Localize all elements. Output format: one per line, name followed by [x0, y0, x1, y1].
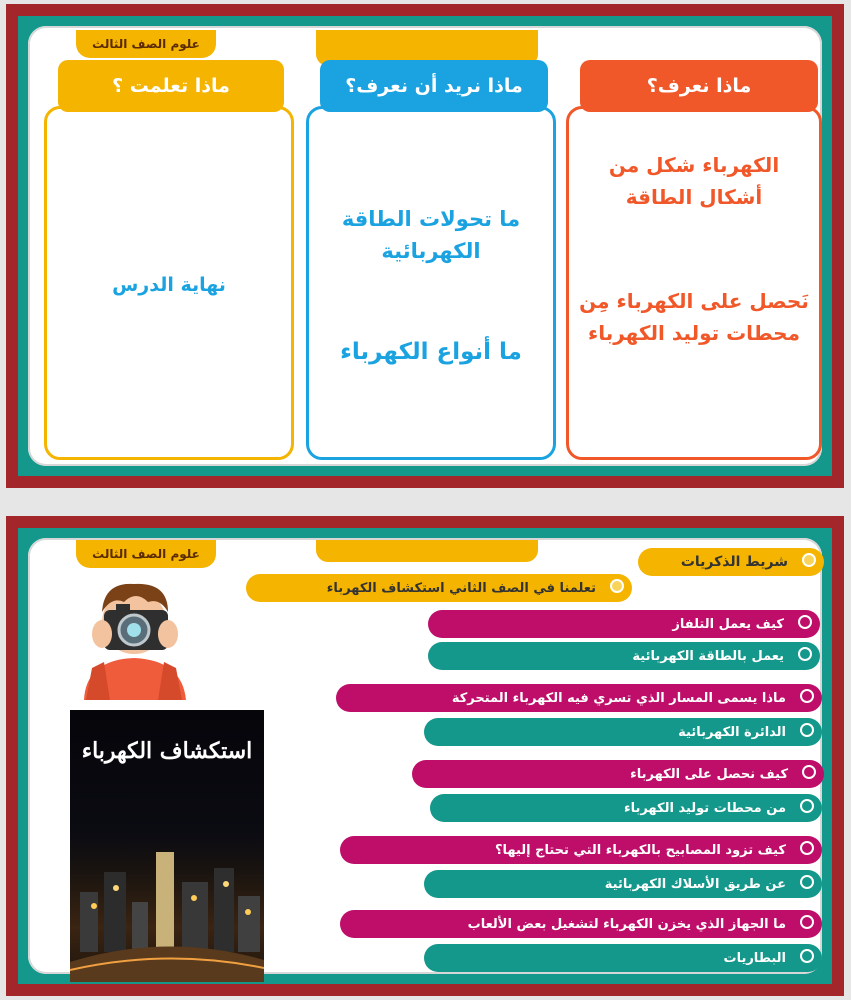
want-text-2: ما أنواع الكهرباء: [340, 339, 522, 365]
answer-text: الدائرة الكهربائية: [678, 724, 786, 740]
photographer-illustration: [64, 572, 204, 702]
want-header: ماذا نريد أن نعرف؟: [320, 60, 548, 112]
learned-header: ماذا تعلمت ؟: [58, 60, 284, 112]
subject-tab: علوم الصف الثالث: [76, 30, 216, 58]
book-cover-image: [70, 710, 264, 982]
question-pill[interactable]: [340, 836, 822, 864]
question-text: كيف يعمل التلفاز: [672, 616, 784, 632]
slide-frame: [18, 528, 832, 984]
learned-column: [44, 106, 294, 460]
intro-label: تعلمنا في الصف الثاني استكشاف الكهرباء: [326, 580, 596, 596]
learned-text: نهاية الدرس: [112, 274, 226, 296]
slide-frame: [18, 16, 832, 476]
want-text-1: [309, 203, 553, 267]
want-line-1: ما تحولات الطاقة: [341, 207, 521, 231]
want-line-2: الكهربائية: [381, 239, 481, 263]
slide-kwl: [6, 4, 844, 488]
know-line-3: نَحصل على الكهرباء مِن: [579, 289, 809, 313]
radio-icon: [802, 765, 816, 779]
radio-icon: [800, 915, 814, 929]
radio-icon: [800, 949, 814, 963]
city-night-skyline: [70, 832, 264, 982]
question-pill[interactable]: [336, 684, 822, 712]
want-column: [306, 106, 556, 460]
question-pill[interactable]: [412, 760, 824, 788]
answer-text: البطاريات: [723, 950, 786, 966]
answer-text: عن طريق الأسلاك الكهربائية: [604, 876, 786, 892]
radio-icon: [800, 841, 814, 855]
radio-icon: [798, 647, 812, 661]
memory-strip-label: شريط الذكريات: [680, 554, 788, 570]
radio-icon: [798, 615, 812, 629]
know-line-1: الكهرباء شكل من: [608, 153, 780, 177]
know-column: [566, 106, 822, 460]
answer-text: من محطات توليد الكهرباء: [623, 800, 786, 816]
radio-icon: [802, 553, 816, 567]
know-header: ماذا نعرف؟: [580, 60, 818, 112]
slide-card: [28, 26, 822, 466]
answer-pill[interactable]: [424, 870, 822, 898]
radio-icon: [800, 723, 814, 737]
radio-icon: [800, 875, 814, 889]
answer-pill[interactable]: [424, 718, 822, 746]
question-pill[interactable]: [428, 610, 820, 638]
know-line-2: أشكال الطاقة: [625, 185, 763, 209]
title-tab: [316, 540, 538, 562]
radio-icon: [800, 689, 814, 703]
know-line-4: محطات توليد الكهرباء: [588, 321, 800, 345]
question-text: ماذا يسمى المسار الذي تسري فيه الكهرباء المتحركة: [451, 690, 786, 706]
question-text: ما الجهاز الذي يخزن الكهرباء لتشغيل بعض الألعاب: [467, 916, 786, 932]
question-text: كيف نحصل على الكهرباء: [630, 766, 788, 782]
radio-icon: [610, 579, 624, 593]
question-pill[interactable]: [340, 910, 822, 938]
answer-pill[interactable]: [424, 944, 822, 972]
answer-pill[interactable]: [430, 794, 822, 822]
question-text: كيف تزود المصابيح بالكهرباء التي تحتاج إليها؟: [494, 842, 786, 858]
book-title: استكشاف الكهرباء: [81, 738, 253, 764]
answer-text: يعمل بالطاقة الكهربائية: [632, 648, 784, 664]
slide-memory-strip: [6, 516, 844, 996]
memory-strip-button[interactable]: [638, 548, 824, 576]
intro-button[interactable]: [246, 574, 632, 602]
subject-tab: علوم الصف الثالث: [76, 540, 216, 568]
answer-pill[interactable]: [428, 642, 820, 670]
know-text-1: [569, 149, 819, 213]
slide-card: [28, 538, 822, 974]
radio-icon: [800, 799, 814, 813]
know-text-2: [569, 285, 819, 349]
